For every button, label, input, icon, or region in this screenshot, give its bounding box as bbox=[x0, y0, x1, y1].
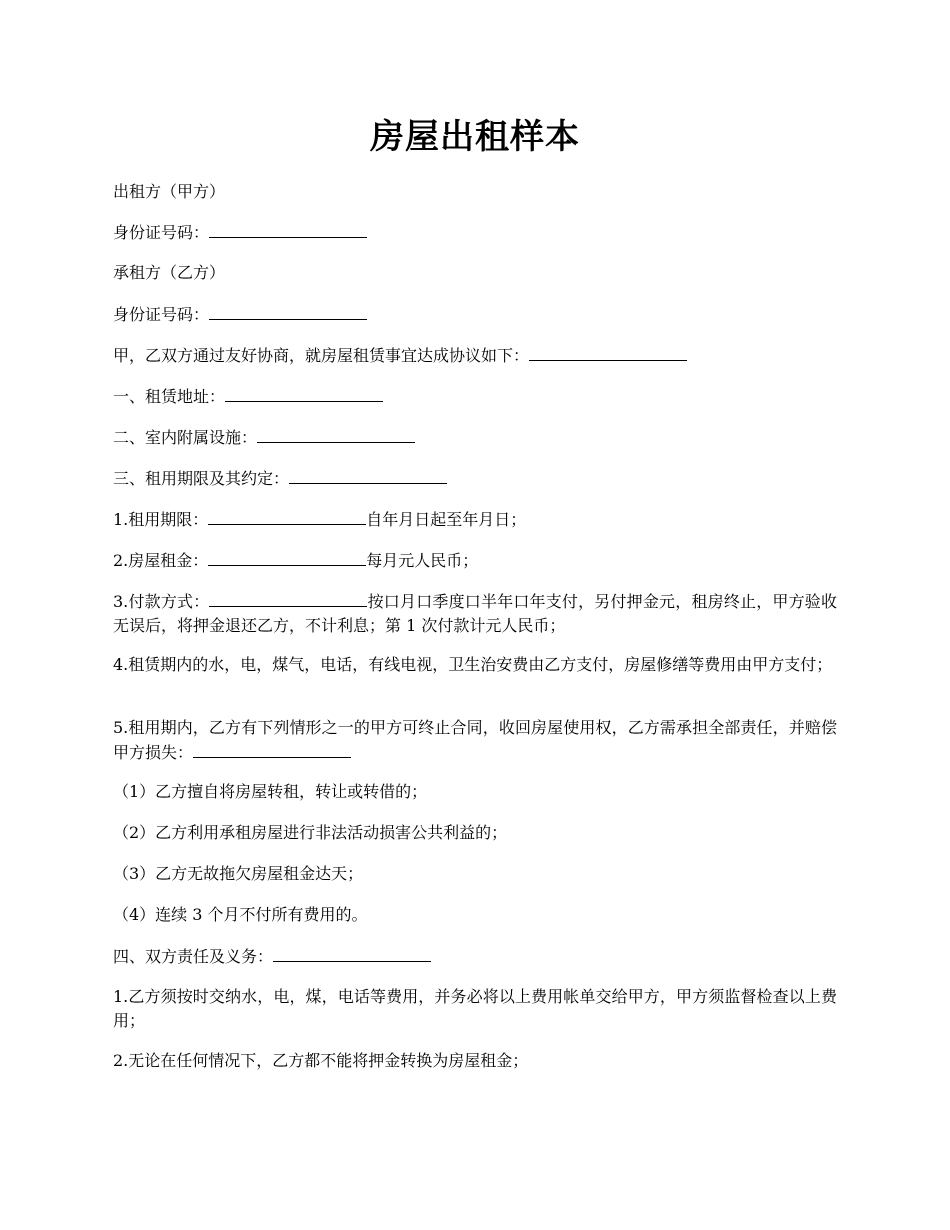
blank-line bbox=[208, 548, 366, 566]
blank-line bbox=[209, 302, 367, 320]
clause-4-2: 2.无论在任何情况下，乙方都不能将押金转换为房屋租金； bbox=[113, 1051, 529, 1070]
blank-line bbox=[209, 220, 367, 238]
clause-3-4: 4.租赁期内的水，电，煤气，电话，有线电视，卫生治安费由乙方支付，房屋修缮等费用由甲方支付； bbox=[113, 655, 833, 674]
party-b-label: 承租方（乙方） bbox=[113, 263, 226, 282]
party-b-id-line: 身份证号码： bbox=[113, 302, 837, 327]
clause-3-5-item-2: （2）乙方利用承租房屋进行非法活动损害公共利益的； bbox=[113, 823, 508, 842]
clause-3-1: 1.租用期限： 自年月日起至年月日； bbox=[113, 507, 837, 532]
document-page bbox=[113, 0, 837, 1230]
document-title: 房屋出租样本 bbox=[370, 117, 580, 157]
section-4-duties: 四、双方责任及义务： bbox=[113, 944, 837, 969]
blank-line bbox=[289, 466, 447, 484]
clause-3-5-item-4: （4）连续 3 个月不付所有费用的。 bbox=[113, 905, 368, 924]
clause-3-5-item-1: （1）乙方擅自将房屋转租，转让或转借的； bbox=[113, 782, 428, 801]
agreement-intro: 甲，乙双方通过友好协商，就房屋租赁事宜达成协议如下： bbox=[113, 343, 837, 368]
blank-line bbox=[273, 944, 431, 962]
blank-line bbox=[208, 507, 366, 525]
clause-3-2: 2.房屋租金： 每月元人民币； bbox=[113, 548, 837, 573]
blank-line bbox=[225, 384, 383, 402]
blank-line bbox=[193, 740, 351, 758]
clause-4-1: 1.乙方须按时交纳水，电，煤，电话等费用，并务必将以上费用帐单交给甲方，甲方须监督检查以上费用； bbox=[113, 987, 837, 1030]
blank-line bbox=[209, 589, 367, 607]
clause-3-3: 3.付款方式： 按口月口季度口半年口年支付，另付押金元，租房终止，甲方验收无误后，将押金退还乙方，不计利息；第 1 次付款计元人民币； bbox=[113, 589, 837, 638]
party-a-id-line: 身份证号码： bbox=[113, 220, 837, 245]
blank-line bbox=[257, 425, 415, 443]
section-2-facilities: 二、室内附属设施： bbox=[113, 425, 837, 450]
section-1-address: 一、租赁地址： bbox=[113, 384, 837, 409]
blank-line bbox=[529, 343, 687, 361]
clause-3-5: 5.租用期内，乙方有下列情形之一的甲方可终止合同，收回房屋使用权，乙方需承担全部责任，并赔偿甲方损失： bbox=[113, 718, 837, 762]
section-3-term: 三、租用期限及其约定： bbox=[113, 466, 837, 491]
party-a-label: 出租方（甲方） bbox=[113, 182, 226, 201]
clause-3-5-item-3: （3）乙方无故拖欠房屋租金达天； bbox=[113, 864, 364, 883]
